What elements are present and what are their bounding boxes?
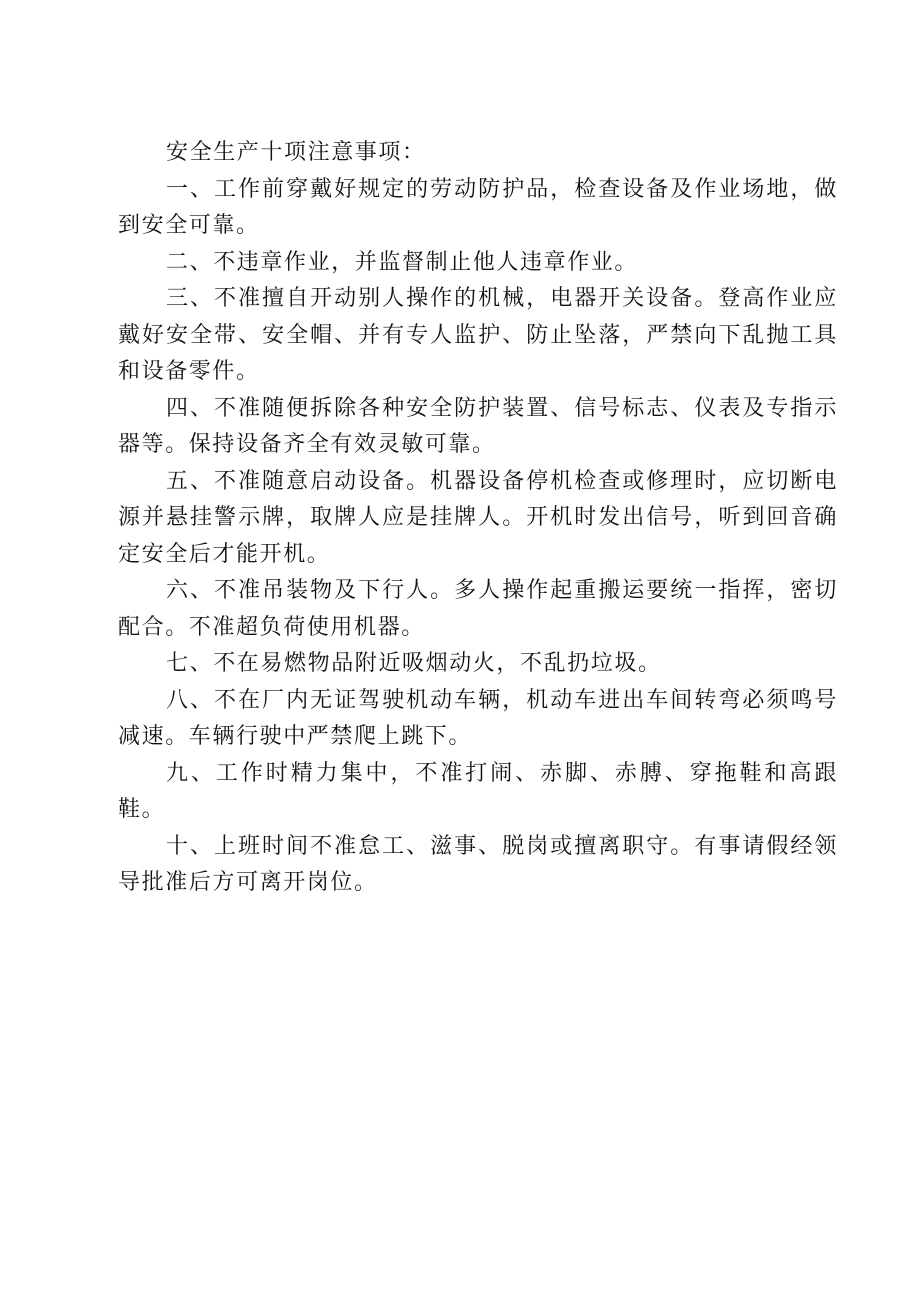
rule-item-5: 五、不准随意启动设备。机器设备停机检查或修理时，应切断电源并悬挂警示牌，取牌人应是挂牌人。开机时发出信号，听到回音确定安全后才能开机。	[118, 468, 838, 567]
rule-item-1: 一、工作前穿戴好规定的劳动防护品，检查设备及作业场地，做到安全可靠。	[118, 176, 838, 238]
rule-item-3: 三、不准擅自开动别人操作的机械，电器开关设备。登高作业应戴好安全带、安全帽、并有专人监护、防止坠落，严禁向下乱抛工具和设备零件。	[118, 286, 838, 384]
rule-item-7: 七、不在易燃物品附近吸烟动火，不乱扔垃圾。	[166, 651, 662, 676]
rule-item-4: 四、不准随便拆除各种安全防护装置、信号标志、仪表及专指示器等。保持设备齐全有效灵敏可靠。	[118, 395, 838, 457]
rule-item-10: 十、上班时间不准怠工、滋事、脱岗或擅离职守。有事请假经领导批准后方可离开岗位。	[118, 833, 838, 895]
rule-item-2: 二、不违章作业，并监督制止他人违章作业。	[166, 249, 639, 275]
document-title: 安全生产十项注意事项：	[166, 140, 426, 165]
rule-item-8: 八、不在厂内无证驾驶机动车辆，机动车进出车间转弯必须鸣号减速。车辆行驶中严禁爬上跳下。	[118, 687, 838, 749]
rule-item-6: 六、不准吊装物及下行人。多人操作起重搬运要统一指挥，密切配合。不准超负荷使用机器。	[118, 578, 838, 640]
rule-item-9: 九、工作时精力集中，不准打闹、赤脚、赤膊、穿拖鞋和高跟鞋。	[118, 760, 838, 822]
document-page	[118, 135, 838, 902]
